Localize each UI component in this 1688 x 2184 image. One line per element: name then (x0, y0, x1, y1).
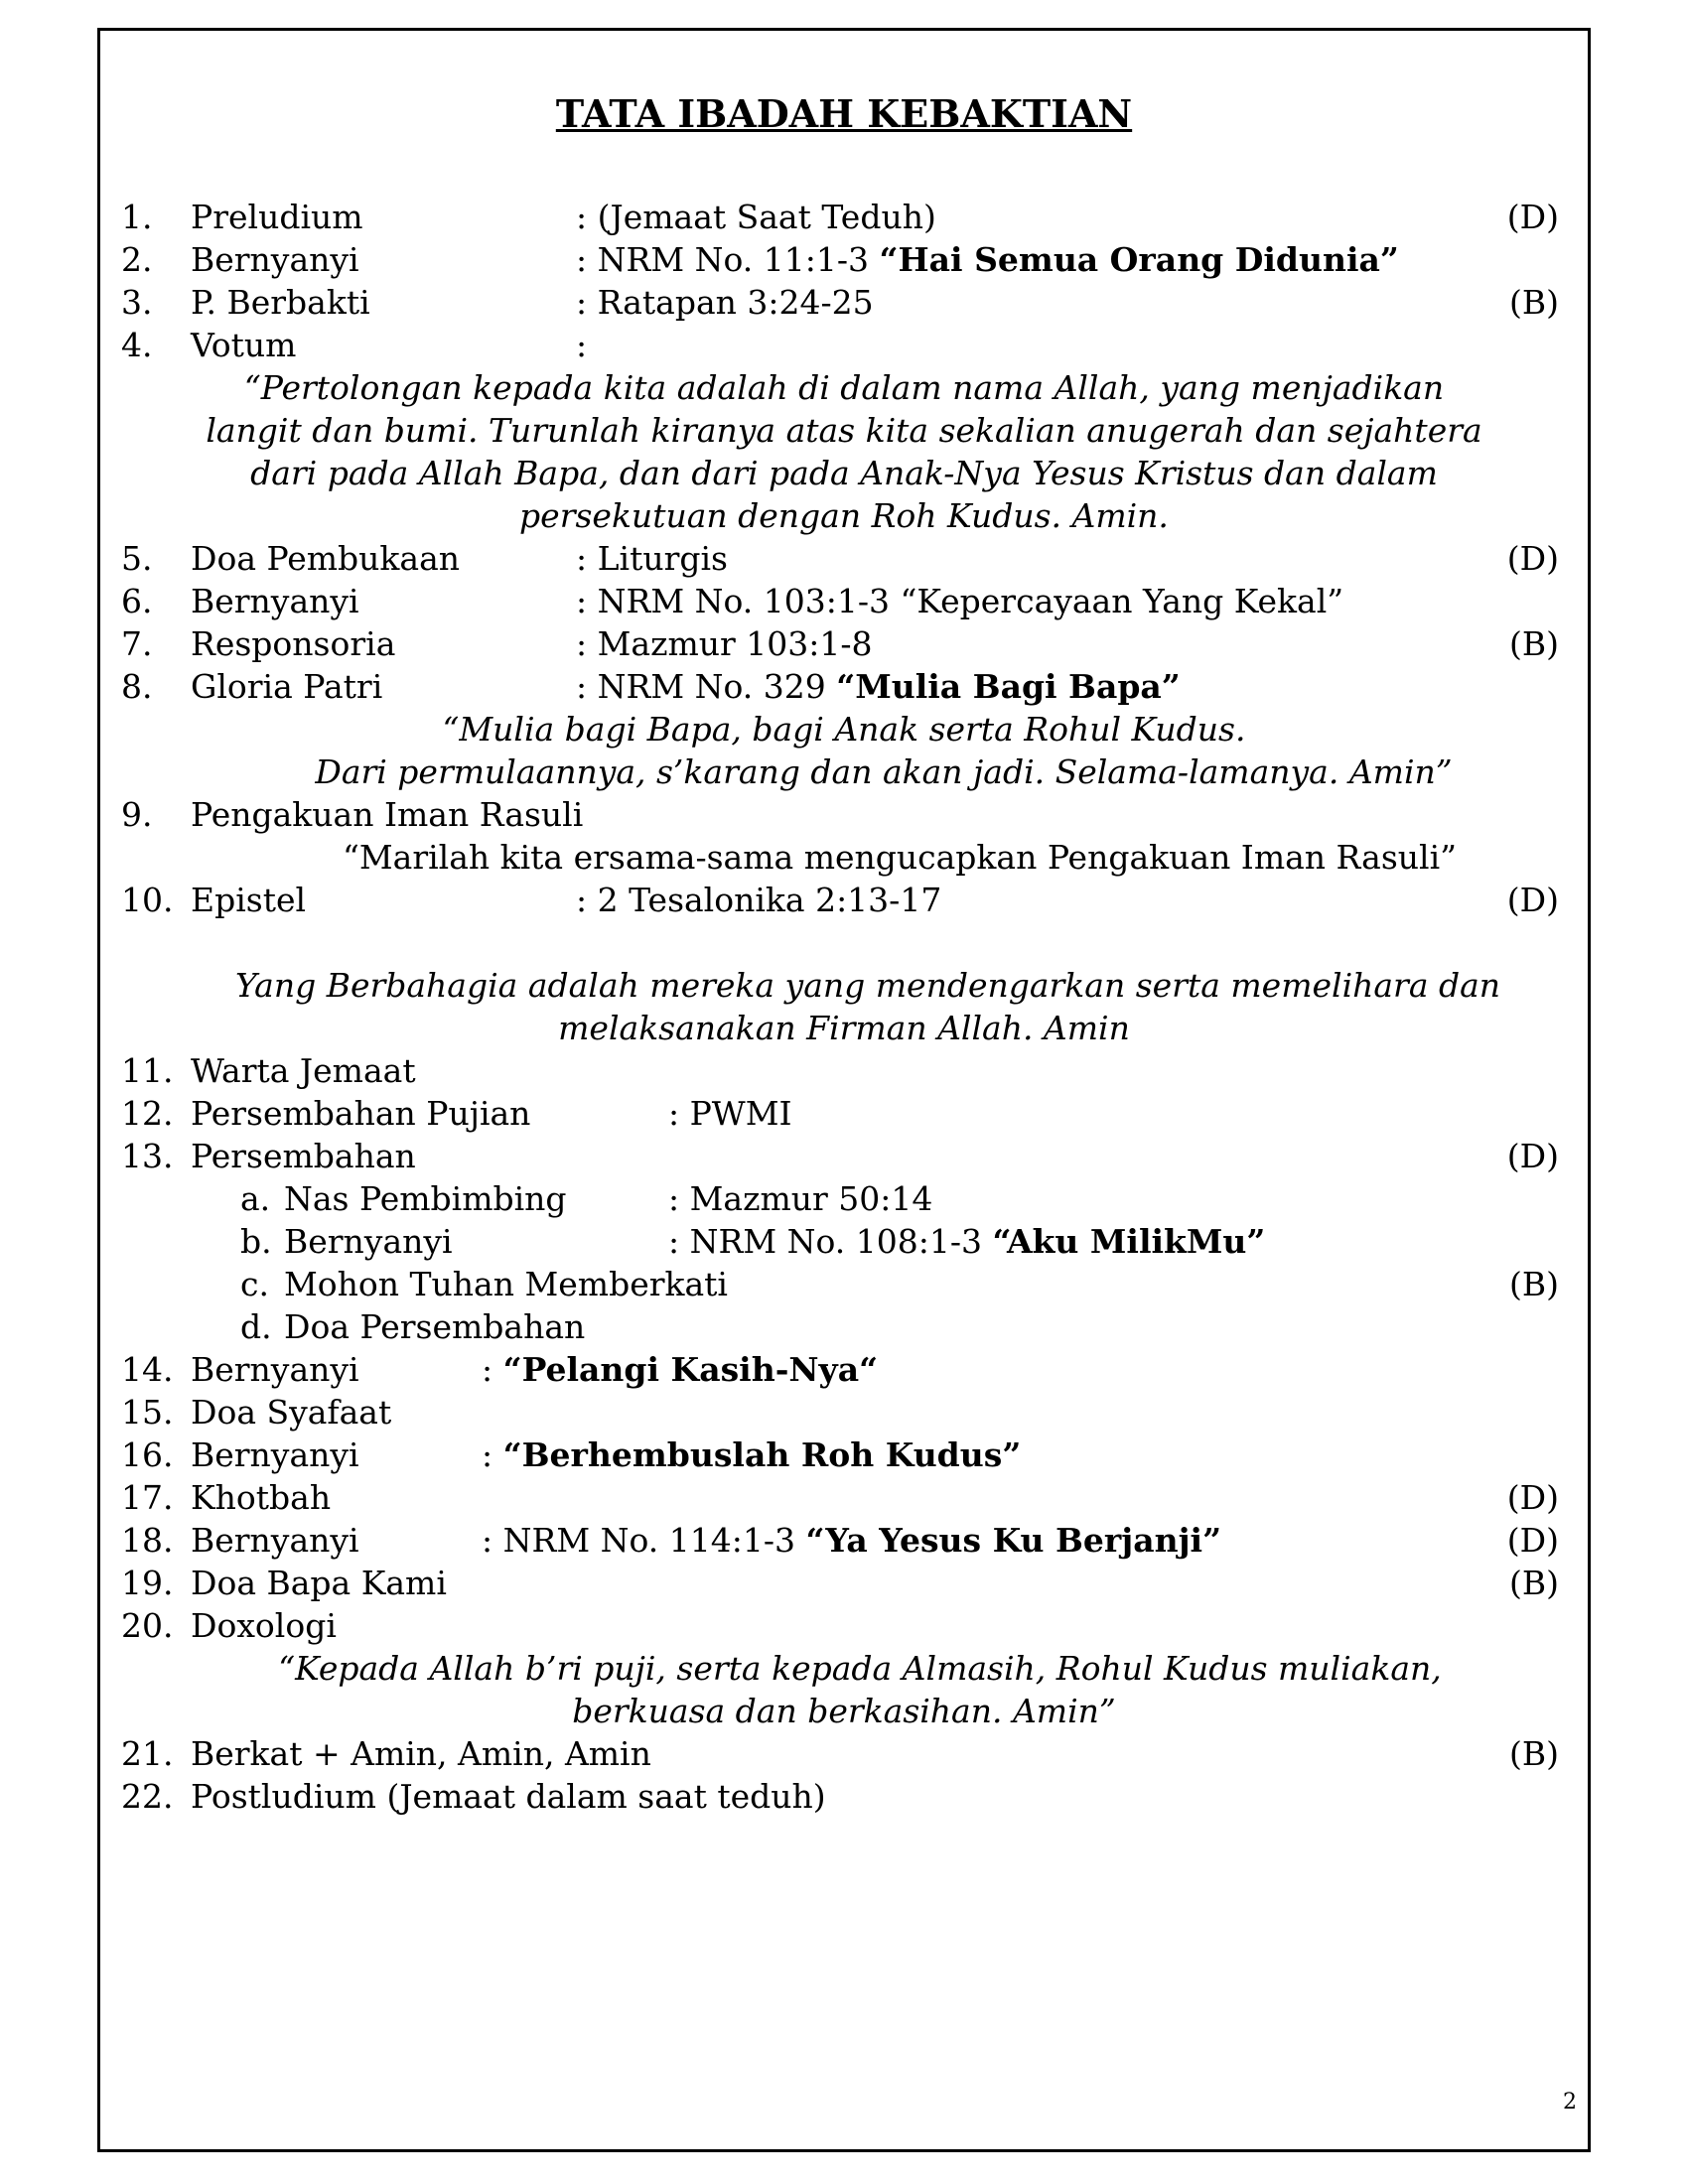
item-number: 19. (121, 1564, 174, 1602)
item-label: Bernyanyi (191, 1350, 359, 1389)
list-item (0, 1092, 1688, 1135)
item-number: 22. (121, 1777, 174, 1816)
item-ref: : NRM No. 11:1-3 (576, 240, 880, 279)
item-number: 13. (121, 1137, 174, 1175)
song-title: “Hai Semua Orang Didunia” (879, 240, 1399, 279)
sub-item-value: : Mazmur 50:14 (668, 1179, 933, 1218)
list-item (0, 665, 1688, 708)
doxologi-quote-line: berkuasa dan berkasihan. Amin” (572, 1692, 1116, 1730)
list-item (0, 1732, 1688, 1775)
sub-item (0, 1263, 1688, 1305)
item-value (482, 1519, 1221, 1562)
votum-quote-line: dari pada Allah Bapa, dan dari pada Anak-Nya Yesus Kristus dan dalam (250, 454, 1438, 492)
item-value: : 2 Tesalonika 2:13-17 (576, 881, 942, 919)
list-item (0, 1135, 1688, 1177)
item-tag: (D) (1506, 881, 1559, 919)
sub-item-label: Bernyanyi (284, 1222, 453, 1261)
item-value: : Ratapan 3:24-25 (576, 283, 874, 322)
item-label: Bernyanyi (191, 1521, 359, 1560)
sub-item-label: Nas Pembimbing (284, 1179, 567, 1218)
item-label: Bernyanyi (191, 240, 359, 279)
item-label: Pengakuan Iman Rasuli (191, 795, 584, 834)
item-tag: (B) (1509, 1265, 1559, 1303)
sub-item-letter: c. (240, 1265, 269, 1303)
list-item (0, 1049, 1688, 1092)
item-label: Doa Syafaat (191, 1393, 392, 1432)
item-label: Warta Jemaat (191, 1051, 416, 1090)
sub-item-letter: d. (240, 1307, 272, 1346)
sub-item (0, 1177, 1688, 1220)
list-item (0, 1433, 1688, 1476)
list-item (0, 622, 1688, 665)
item-label: Berkat + Amin, Amin, Amin (191, 1734, 651, 1773)
item-value (576, 665, 1181, 708)
item-tag: (D) (1506, 1478, 1559, 1517)
list-item (0, 238, 1688, 281)
item-value: : Mazmur 103:1-8 (576, 624, 873, 663)
item-number: 7. (121, 624, 153, 663)
list-item (0, 281, 1688, 324)
item-number: 21. (121, 1734, 174, 1773)
song-title: “Pelangi Kasih-Nya“ (502, 1350, 879, 1389)
item-label: Gloria Patri (191, 667, 383, 706)
item-number: 9. (121, 795, 153, 834)
item-label: Doa Pembukaan (191, 539, 461, 578)
item-value: : (576, 326, 588, 364)
list-item (0, 879, 1688, 921)
item-label: Responsoria (191, 624, 396, 663)
item-number: 11. (121, 1051, 174, 1090)
item-value: : (Jemaat Saat Teduh) (576, 198, 936, 236)
list-item (0, 1562, 1688, 1604)
item-tag: (B) (1509, 1734, 1559, 1773)
list-item (0, 793, 1688, 836)
item-value (576, 238, 1399, 281)
item-tag: (D) (1506, 1137, 1559, 1175)
item-number: 18. (121, 1521, 174, 1560)
song-title: “Berhembuslah Roh Kudus” (502, 1435, 1022, 1474)
page-number: 2 (1563, 2090, 1577, 2115)
gloria-quote-line: Dari permulaannya, s’karang dan akan jadi. Selama-lamanya. Amin” (315, 752, 1453, 791)
list-item (0, 1391, 1688, 1433)
item-number: 15. (121, 1393, 174, 1432)
item-label: Persembahan (191, 1137, 416, 1175)
item-value: : PWMI (668, 1094, 792, 1133)
item-value (482, 1433, 1021, 1476)
item-label: Persembahan Pujian (191, 1094, 531, 1133)
sub-item (0, 1305, 1688, 1348)
song-title: “Ya Yesus Ku Berjanji” (805, 1521, 1222, 1560)
item-ref: : NRM No. 329 (576, 667, 837, 706)
item-label: Khotbah (191, 1478, 332, 1517)
list-item (0, 324, 1688, 366)
item-number: 20. (121, 1606, 174, 1645)
list-item (0, 537, 1688, 580)
list-item (0, 1604, 1688, 1647)
item-label: Bernyanyi (191, 1435, 359, 1474)
item-number: 17. (121, 1478, 174, 1517)
item-number: 10. (121, 881, 174, 919)
song-title: “Aku MilikMu” (992, 1222, 1266, 1261)
item-number: 12. (121, 1094, 174, 1133)
item-number: 3. (121, 283, 153, 322)
list-item (0, 580, 1688, 622)
item-label: Doa Bapa Kami (191, 1564, 447, 1602)
list-item (0, 1519, 1688, 1562)
item-label: Epistel (191, 881, 307, 919)
doxologi-quote-line: “Kepada Allah b’ri puji, serta kepada Almasih, Rohul Kudus muliakan, (278, 1649, 1442, 1688)
page-title: TATA IBADAH KEBAKTIAN (555, 91, 1133, 136)
sub-item-label: Mohon Tuhan Memberkati (284, 1265, 728, 1303)
gloria-quote-line: “Mulia bagi Bapa, bagi Anak serta Rohul Kudus. (442, 710, 1246, 749)
epistel-quote-line: melaksanakan Firman Allah. Amin (558, 1009, 1130, 1047)
item-label: Preludium (191, 198, 363, 236)
item-tag: (B) (1509, 283, 1559, 322)
votum-quote-line: “Pertolongan kepada kita adalah di dalam nama Allah, yang menjadikan (243, 368, 1445, 407)
song-title: “Mulia Bagi Bapa” (836, 667, 1181, 706)
list-item (0, 196, 1688, 238)
item-value (482, 1348, 878, 1391)
item-label: Votum (191, 326, 297, 364)
item-ref: : (482, 1435, 503, 1474)
item-label: Postludium (Jemaat dalam saat teduh) (191, 1777, 826, 1816)
sub-item-value (668, 1220, 1265, 1263)
item-ref: : NRM No. 108:1-3 (668, 1222, 993, 1261)
item-tag: (B) (1509, 624, 1559, 663)
list-item (0, 1775, 1688, 1818)
sub-item (0, 1220, 1688, 1263)
item-label: P. Berbakti (191, 283, 370, 322)
item-ref: : (482, 1350, 503, 1389)
list-item (0, 1348, 1688, 1391)
item-label: Doxologi (191, 1606, 337, 1645)
item-ref: : NRM No. 114:1-3 (482, 1521, 806, 1560)
item-value: : Liturgis (576, 539, 728, 578)
item-tag: (D) (1506, 198, 1559, 236)
item-number: 4. (121, 326, 153, 364)
pengakuan-quote: “Marilah kita ersama-sama mengucapkan Pengakuan Iman Rasuli” (342, 838, 1458, 877)
item-number: 16. (121, 1435, 174, 1474)
item-label: Bernyanyi (191, 582, 359, 620)
list-item (0, 1476, 1688, 1519)
sub-item-label: Doa Persembahan (284, 1307, 586, 1346)
sub-item-letter: b. (240, 1222, 272, 1261)
sub-item-letter: a. (240, 1179, 271, 1218)
votum-quote-line: langit dan bumi. Turunlah kiranya atas kita sekalian anugerah dan sejahtera (206, 411, 1482, 450)
item-number: 2. (121, 240, 153, 279)
epistel-quote-line: Yang Berbahagia adalah mereka yang mendengarkan serta memelihara dan (234, 966, 1501, 1005)
item-tag: (B) (1509, 1564, 1559, 1602)
item-number: 5. (121, 539, 153, 578)
item-number: 1. (121, 198, 153, 236)
item-number: 6. (121, 582, 153, 620)
item-tag: (D) (1506, 539, 1559, 578)
item-number: 14. (121, 1350, 174, 1389)
votum-quote-line: persekutuan dengan Roh Kudus. Amin. (519, 496, 1169, 535)
item-value: : NRM No. 103:1-3 “Kepercayaan Yang Kekal” (576, 582, 1344, 620)
item-number: 8. (121, 667, 153, 706)
item-tag: (D) (1506, 1521, 1559, 1560)
